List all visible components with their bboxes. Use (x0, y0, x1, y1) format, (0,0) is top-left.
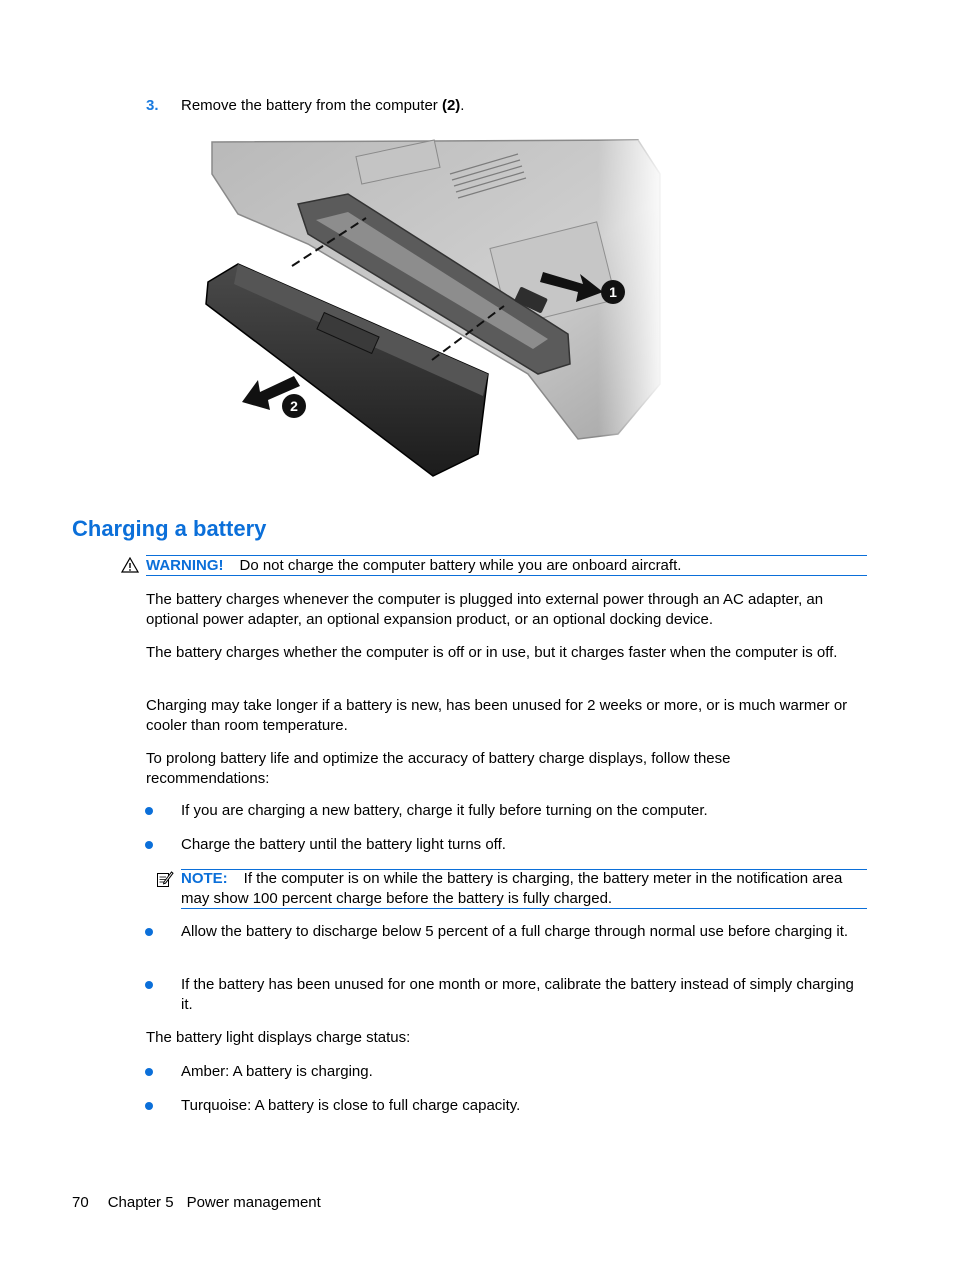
paragraph: To prolong battery life and optimize the accuracy of battery charge displays, follow these recommendations: (146, 750, 731, 787)
warning-rule-bottom (146, 575, 867, 576)
warning-box (146, 556, 868, 576)
step-text (181, 96, 464, 116)
note-label: NOTE: (181, 870, 228, 887)
step-text-end: . (460, 97, 465, 114)
list-item: Charge the battery until the battery light turns off. (181, 836, 506, 853)
page-number: 70 (72, 1194, 89, 1211)
paragraph: The battery charges whenever the computer is plugged into external power through an AC adapter, an optional power adapter, an optional expansion product, or an optional docking device. (146, 591, 824, 628)
bullet-icon (145, 1068, 153, 1076)
note-text: If the computer is on while the battery is charging, the battery meter in the notification area may show 100 percent charge before the battery is fully charged. (181, 870, 843, 907)
step-number: 3. (146, 97, 159, 114)
page-footer (72, 1193, 321, 1213)
bullet-icon (145, 928, 153, 936)
paragraph: Charging may take longer if a battery is new, has been unused for 2 weeks or more, or is much warmer or cooler than room temperature. (146, 697, 848, 734)
bullet-icon (145, 981, 153, 989)
note-icon (156, 870, 174, 888)
callout-2-label: 2 (290, 398, 298, 414)
battery-removal-illustration (198, 134, 668, 484)
note-box (181, 869, 867, 908)
warning-icon (121, 557, 139, 573)
chapter-title: Power management (186, 1194, 321, 1211)
list-item: Amber: A battery is charging. (181, 1063, 373, 1080)
step-text-main: Remove the battery from the computer (181, 97, 442, 114)
note-rule-bottom (181, 908, 867, 909)
list-item: Turquoise: A battery is close to full charge capacity. (181, 1097, 521, 1114)
status-intro: The battery light displays charge status: (146, 1029, 411, 1046)
list-item: If the battery has been unused for one month or more, calibrate the battery instead of simply charging it. (181, 976, 854, 1013)
bullet-icon (145, 807, 153, 815)
bullet-icon (145, 841, 153, 849)
step-callout-ref: (2) (441, 97, 461, 114)
section-title: Charging a battery (72, 516, 267, 541)
list-item: If you are charging a new battery, charge it fully before turning on the computer. (181, 802, 708, 819)
list-item: Allow the battery to discharge below 5 percent of a full charge through normal use before charging it. (181, 923, 849, 940)
warning-label: WARNING! (146, 557, 224, 574)
paragraph: The battery charges whether the computer is off or in use, but it charges faster when the computer is off. (146, 644, 838, 661)
bullet-icon (145, 1102, 153, 1110)
chapter-label: Chapter 5 (107, 1194, 174, 1211)
callout-1-label: 1 (609, 284, 617, 300)
warning-text: Do not charge the computer battery while you are onboard aircraft. (239, 557, 682, 574)
